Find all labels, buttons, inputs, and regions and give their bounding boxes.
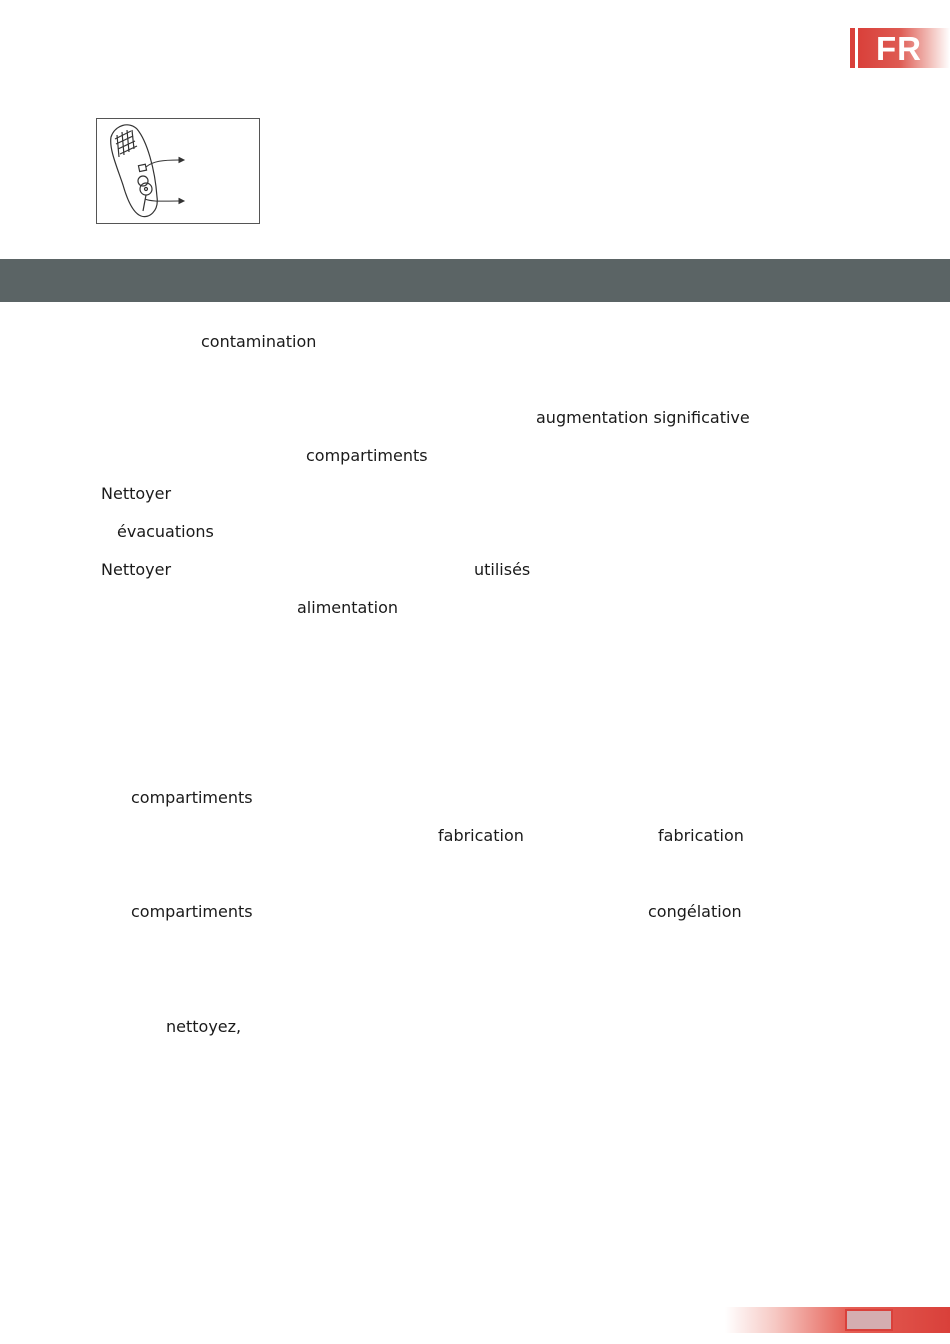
body-word: augmentation significative: [536, 408, 750, 427]
body-word: utilisés: [474, 560, 531, 579]
body-word: fabrication: [438, 826, 524, 845]
language-tab-box: [858, 28, 950, 68]
body-word: fabrication: [658, 826, 744, 845]
body-word: Nettoyer: [101, 484, 172, 503]
body-word: compartiments: [306, 446, 428, 465]
device-illustration: [96, 118, 260, 224]
language-tab-bar: [850, 28, 855, 68]
footer-strip: [725, 1307, 950, 1333]
page-number-box: [845, 1309, 893, 1331]
body-word: compartiments: [131, 902, 253, 921]
body-word: Nettoyer: [101, 560, 172, 579]
body-word: congélation: [648, 902, 742, 921]
device-drawing: [97, 119, 259, 223]
body-word: nettoyez,: [166, 1017, 242, 1036]
body-word: contamination: [201, 332, 317, 351]
body-word: compartiments: [131, 788, 253, 807]
section-header-band: [0, 259, 950, 302]
language-tab: [850, 28, 950, 68]
body-word: évacuations: [117, 522, 214, 541]
body-word: alimentation: [297, 598, 398, 617]
language-label: FR: [876, 30, 922, 67]
